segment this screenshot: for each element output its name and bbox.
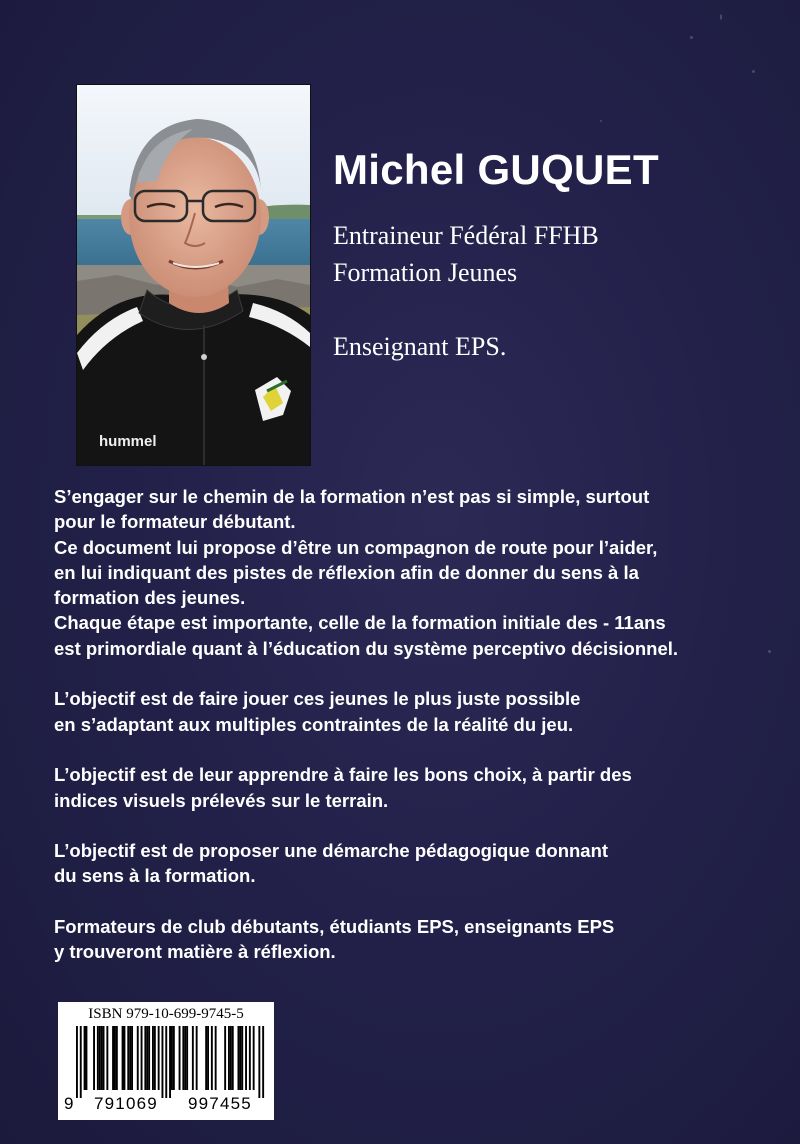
barcode-bar <box>129 1026 131 1090</box>
book-blurb <box>54 484 774 990</box>
barcode-bar <box>124 1026 126 1090</box>
barcode-bar <box>127 1026 129 1090</box>
barcode-bar <box>249 1026 251 1090</box>
background-speck <box>752 70 755 73</box>
barcode-bar <box>215 1026 217 1090</box>
background-speck <box>600 120 602 122</box>
barcode-bar <box>205 1026 207 1090</box>
barcode-bar <box>93 1026 95 1090</box>
barcode-bar <box>192 1026 194 1090</box>
barcode-bar <box>228 1026 230 1090</box>
barcode-bar <box>258 1026 260 1098</box>
barcode-bar <box>144 1026 146 1090</box>
barcode-bar <box>137 1026 139 1090</box>
barcode-bar <box>80 1026 82 1098</box>
blurb-line: L’objectif est de faire jouer ces jeunes le plus juste possible <box>54 688 581 710</box>
barcode-bar <box>186 1026 188 1090</box>
barcode-bar <box>162 1026 164 1098</box>
barcode-bar <box>122 1026 124 1090</box>
barcode-bars <box>58 1026 274 1098</box>
blurb-line: y trouveront matière à réflexion. <box>54 941 336 963</box>
barcode-bar <box>245 1026 247 1090</box>
barcode-bar <box>171 1026 173 1090</box>
barcode-bar <box>116 1026 118 1090</box>
blurb-line: formation des jeunes. <box>54 587 246 609</box>
barcode-bar <box>230 1026 232 1090</box>
barcode-bar <box>99 1026 101 1090</box>
barcode-digit-group-2: 997455 <box>188 1094 252 1113</box>
barcode-bar <box>158 1026 160 1090</box>
blurb-line: est primordiale quant à l’éducation du système perceptivo décisionnel. <box>54 637 679 659</box>
barcode-bar <box>169 1026 171 1098</box>
barcode-bar <box>112 1026 114 1090</box>
blurb-paragraph-1 <box>54 484 774 661</box>
blurb-line: en s’adaptant aux multiples contraintes de la réalité du jeu. <box>54 713 574 735</box>
barcode-bar <box>239 1026 241 1090</box>
barcode-bar <box>86 1026 88 1090</box>
barcode-bar <box>241 1026 243 1090</box>
barcode-bar <box>103 1026 105 1090</box>
barcode-bar <box>106 1026 108 1090</box>
barcode-bar <box>184 1026 186 1090</box>
isbn-label: ISBN 979-10-699-9745-5 <box>88 1006 244 1022</box>
barcode-bar <box>154 1026 156 1090</box>
barcode-bar <box>179 1026 181 1090</box>
barcode-bar <box>232 1026 234 1090</box>
blurb-line: pour le formateur débutant. <box>54 511 296 533</box>
blurb-paragraph-2 <box>54 686 774 737</box>
author-photo <box>76 84 311 466</box>
blurb-line: indices visuels prélevés sur le terrain. <box>54 789 389 811</box>
author-credential-1: Entraineur Fédéral FFHB <box>333 221 599 250</box>
jacket-brand-logo: hummel <box>99 433 157 450</box>
barcode-digit-group-1: 791069 <box>94 1094 158 1113</box>
blurb-line: du sens à la formation. <box>54 865 256 887</box>
barcode-bar <box>84 1026 86 1090</box>
blurb-paragraph-5 <box>54 914 774 965</box>
barcode-bar <box>211 1026 213 1090</box>
blurb-line: S’engager sur le chemin de la formation n’est pas si simple, surtout <box>54 486 650 507</box>
barcode-bar <box>131 1026 133 1090</box>
barcode-bar <box>152 1026 154 1090</box>
barcode-bar <box>165 1026 167 1098</box>
barcode-bar <box>114 1026 116 1090</box>
blurb-line: Ce document lui propose d’être un compagnon de route pour l’aider, <box>54 536 658 558</box>
blurb-paragraph-4 <box>54 838 774 889</box>
blurb-line: L’objectif est de leur apprendre à faire les bons choix, à partir des <box>54 764 632 786</box>
barcode-bar <box>253 1026 255 1090</box>
blurb-line: Chaque étape est importante, celle de la formation initiale des - 11ans <box>54 612 666 634</box>
author-name: Michel GUQUET <box>333 146 659 193</box>
barcode-bar <box>101 1026 103 1090</box>
isbn-barcode <box>58 1002 274 1120</box>
blurb-paragraph-3 <box>54 762 774 813</box>
barcode-bar <box>224 1026 226 1090</box>
barcode-digit-first: 9 <box>64 1094 75 1113</box>
barcode-bar <box>141 1026 143 1090</box>
blurb-line: L’objectif est de proposer une démarche pédagogique donnant <box>54 840 609 862</box>
blurb-line: en lui indiquant des pistes de réflexion afin de donner du sens à la <box>54 561 639 583</box>
barcode-bar <box>207 1026 209 1090</box>
barcode-bar <box>97 1026 99 1090</box>
author-credential-3: Enseignant EPS. <box>333 332 507 361</box>
author-credential-2: Formation Jeunes <box>333 258 518 287</box>
barcode-bar <box>238 1026 240 1090</box>
barcode-bar <box>182 1026 184 1090</box>
background-speck <box>690 36 693 39</box>
barcode-bar <box>196 1026 198 1090</box>
barcode-bar <box>262 1026 264 1098</box>
barcode-bar <box>173 1026 175 1090</box>
blurb-line: Formateurs de club débutants, étudiants EPS, enseignants EPS <box>54 916 615 938</box>
barcode-bar <box>146 1026 148 1090</box>
background-speck <box>720 14 722 20</box>
barcode-bar <box>76 1026 78 1098</box>
barcode-bar <box>148 1026 150 1090</box>
